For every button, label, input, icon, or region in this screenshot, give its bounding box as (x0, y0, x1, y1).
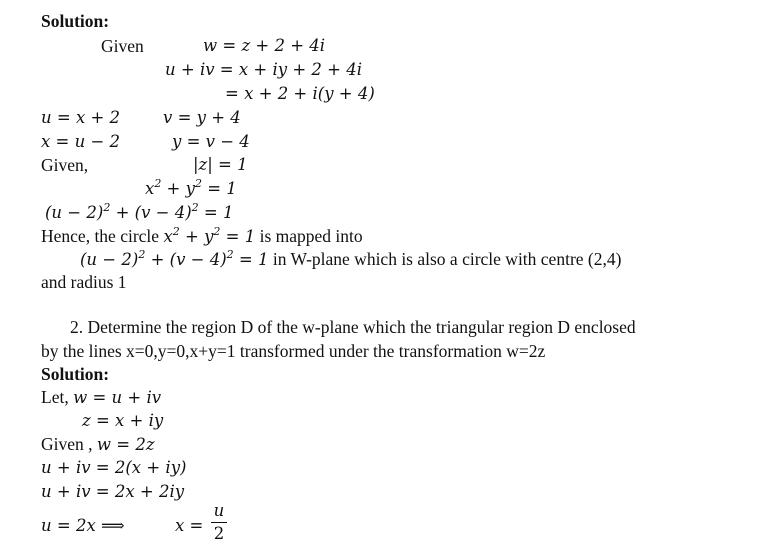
fraction-u-over-2 (211, 501, 227, 544)
equation-w: w = z + 2 + 4i (203, 36, 326, 55)
fraction-denominator: 2 (213, 524, 225, 543)
solution-heading: Solution: (41, 11, 110, 31)
given-label: Given (101, 36, 144, 56)
radius-statement: and radius 1 (41, 272, 127, 292)
hence-statement: Hence, the circle $x^2 + y^2 = 1$ is mapped into (41, 225, 363, 246)
fraction-numerator: u (213, 501, 225, 520)
equation-u: u = x + 2 (41, 108, 121, 127)
question-2-line-2: by the lines x=0,y=0,x+y=1 transformed under the transformation w=2z (41, 341, 546, 361)
equation-circle: $x^2 + y^2 = 1$ (145, 177, 237, 198)
equation-expand-2: u + iv = 2x + 2iy (41, 482, 185, 501)
question-2-line-1: 2. Determine the region D of the w-plane which the triangular region D enclosed (70, 317, 636, 337)
mapped-statement: $(u - 2)^2 + (v - 4)^2 = 1$ in W-plane which is also a circle with centre (2,4) (80, 248, 622, 269)
equation-v: v = y + 4 (163, 108, 241, 127)
equation-modulus: |z| = 1 (193, 155, 248, 174)
equation-x: x = u − 2 (41, 132, 121, 151)
given-label-2: Given, (41, 155, 89, 175)
equation-y: y = v − 4 (172, 132, 250, 151)
equation-z: z = x + iy (82, 411, 164, 430)
solution-heading-2: Solution: (41, 364, 110, 384)
equation-image-circle: $(u - 2)^2 + (v - 4)^2 = 1$ (45, 201, 234, 222)
given-statement-2: Given , w = 2z (41, 434, 155, 454)
fraction-bar (211, 522, 227, 523)
equation-expand: u + iv = 2(x + iy) (41, 458, 187, 477)
equation-continuation: = x + 2 + i(y + 4) (225, 84, 375, 103)
equation-x-lhs: x = (175, 516, 204, 535)
equation-u-2x: u = 2x ⟹ (41, 516, 125, 535)
let-statement: Let, w = u + iv (41, 387, 162, 407)
equation-u-iv: u + iv = x + iy + 2 + 4i (165, 60, 362, 79)
